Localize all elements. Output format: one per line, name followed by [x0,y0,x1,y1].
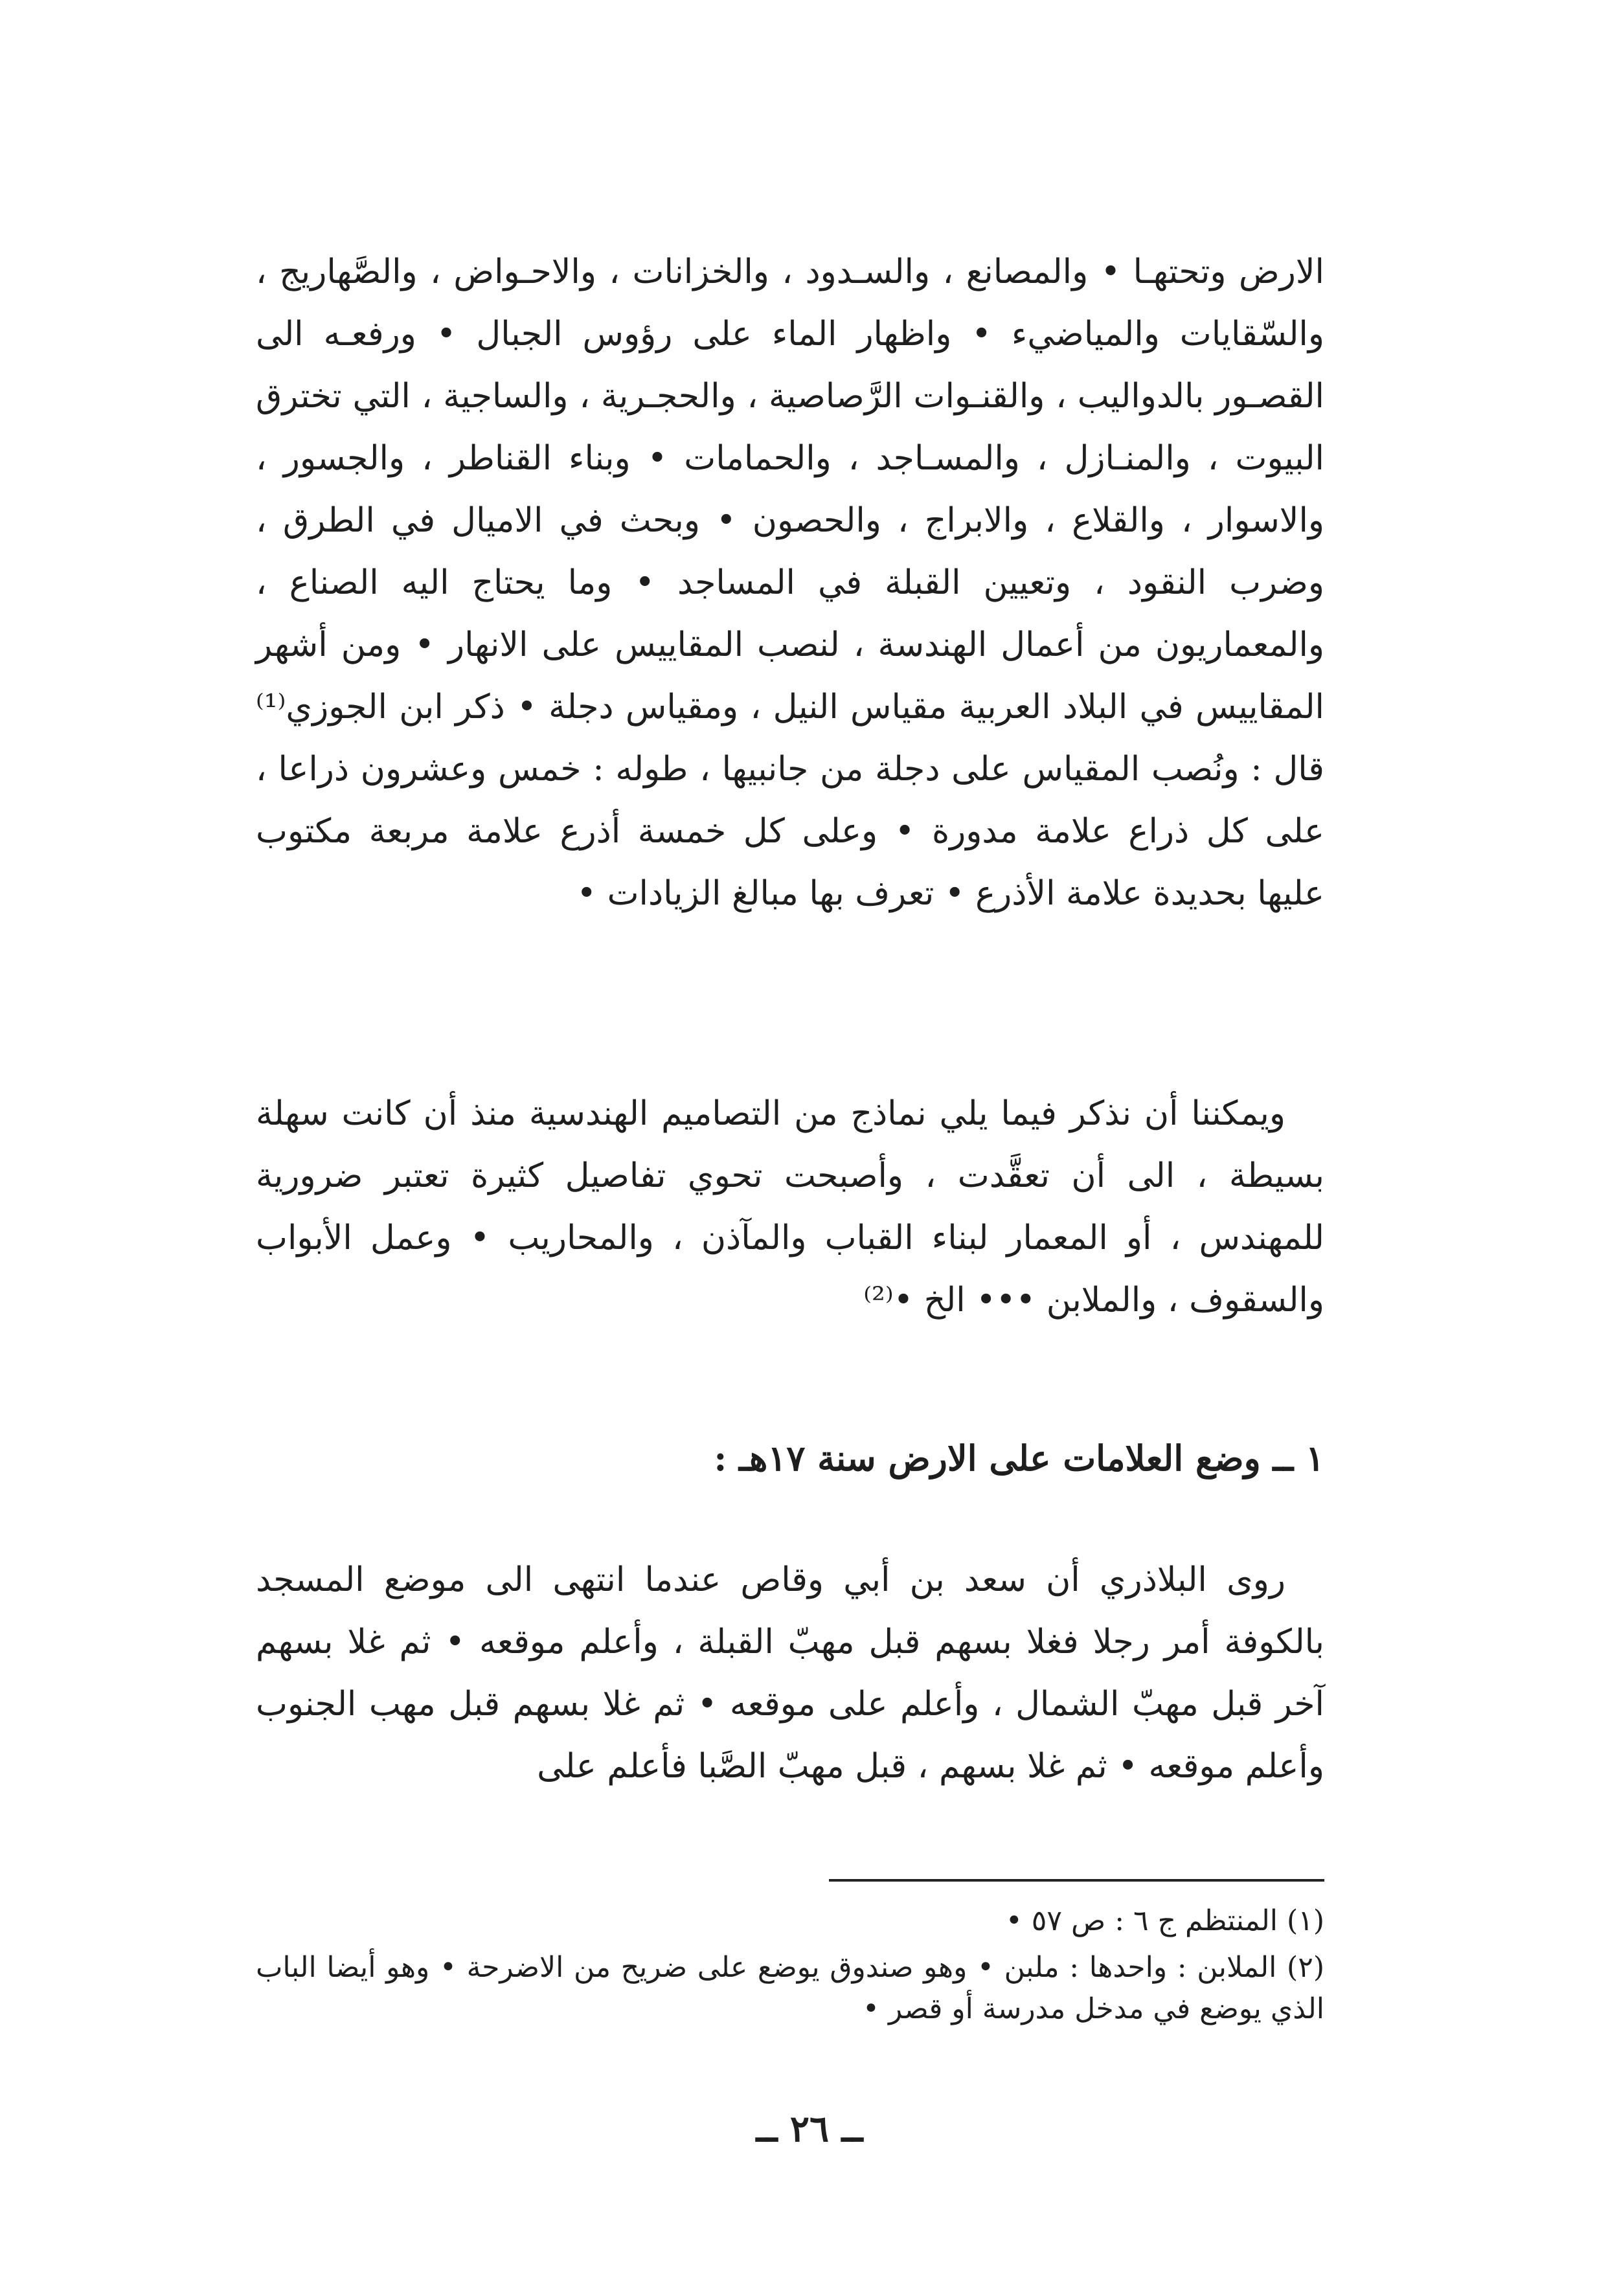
footnote-divider [829,1879,1324,1882]
body-paragraph-3: روى البلاذري أن سعد بن أبي وقاص عندما انتهى الى موضع المسجد بالكوفة أمر رجلا فغلا بسهم قبل مهبّ القبلة ، وأعلم موقعه • ثم غلا بسهم آخر قبل مهبّ الشمال ، وأعلم على موقعه • ثم غلا بسهم قبل مهب الجنوب وأعلم موقعه • ثم غلا بسهم ، قبل مهبّ الصَّبا فأعلم على [256,1560,1324,1786]
body-paragraph-2: ويمكننا أن نذكر فيما يلي نماذج من التصاميم الهندسية منذ أن كانت سهلة بسيطة ، الى أن تعقَّدت ، وأصبحت تحوي تفاصيل كثيرة تعتبر ضرورية للمهندس ، أو المعمار لبناء القباب والمآذن ، والمحاريب • وعمل الأبواب والسقوف ، والملابن ••• الخ •⁽²⁾ [256,1094,1324,1320]
page-number: ــ ٢٦ ــ [756,2108,863,2150]
footnotes [256,1900,1324,2035]
section-heading: ١ ــ وضع العلامات على الارض سنة ١٧هـ : [714,1437,1324,1479]
body-paragraph-1: الارض وتحتهـا • والمصانع ، والسـدود ، والخزانات ، والاحـواض ، والصَّهاريج ، والسّقايات والمياضيء • واظهار الماء على رؤوس الجبال • ورفعـه الى القصـور بالدواليب ، والقنـوات الرَّصاصية ، والحجـرية ، والساجية ، التي تخترق البيوت ، والمنـازل ، والمسـاجد ، والحمامات • وبناء القناطر ، والجسور ، والاسوار ، والقلاع ، والابراج ، والحصون • وبحث في الاميال في الطرق ، وضرب النقود ، وتعيين القبلة في المساجد • وما يحتاج اليه الصناع ، والمعماريون من أعمال الهندسة ، لنصب المقاييس على الانهار • ومن أشهر المقاييس في البلاد العربية مقياس النيل ، ومقياس دجلة • ذكر ابن الجوزي⁽¹⁾ قال : ونُصب المقياس على دجلة من جانبيها ، طوله : خمس وعشرون ذراعا ، على كل ذراع علامة مدورة • وعلى كل خمسة أذرع علامة مربعة مكتوب عليها بحديدة علامة الأذرع • تعرف بها مبالغ الزيادات • [256,253,1325,913]
footnote-1: (١) المنتظم ج ٦ : ص ٥٧ • [1005,1904,1324,1937]
footnote-2: (٢) الملابن : واحدها : ملبن • وهو صندوق يوضع على ضريح من الاضرحة • وهو أيضا الباب الذي يوضع في مدخل مدرسة أو قصر • [256,1951,1324,2025]
